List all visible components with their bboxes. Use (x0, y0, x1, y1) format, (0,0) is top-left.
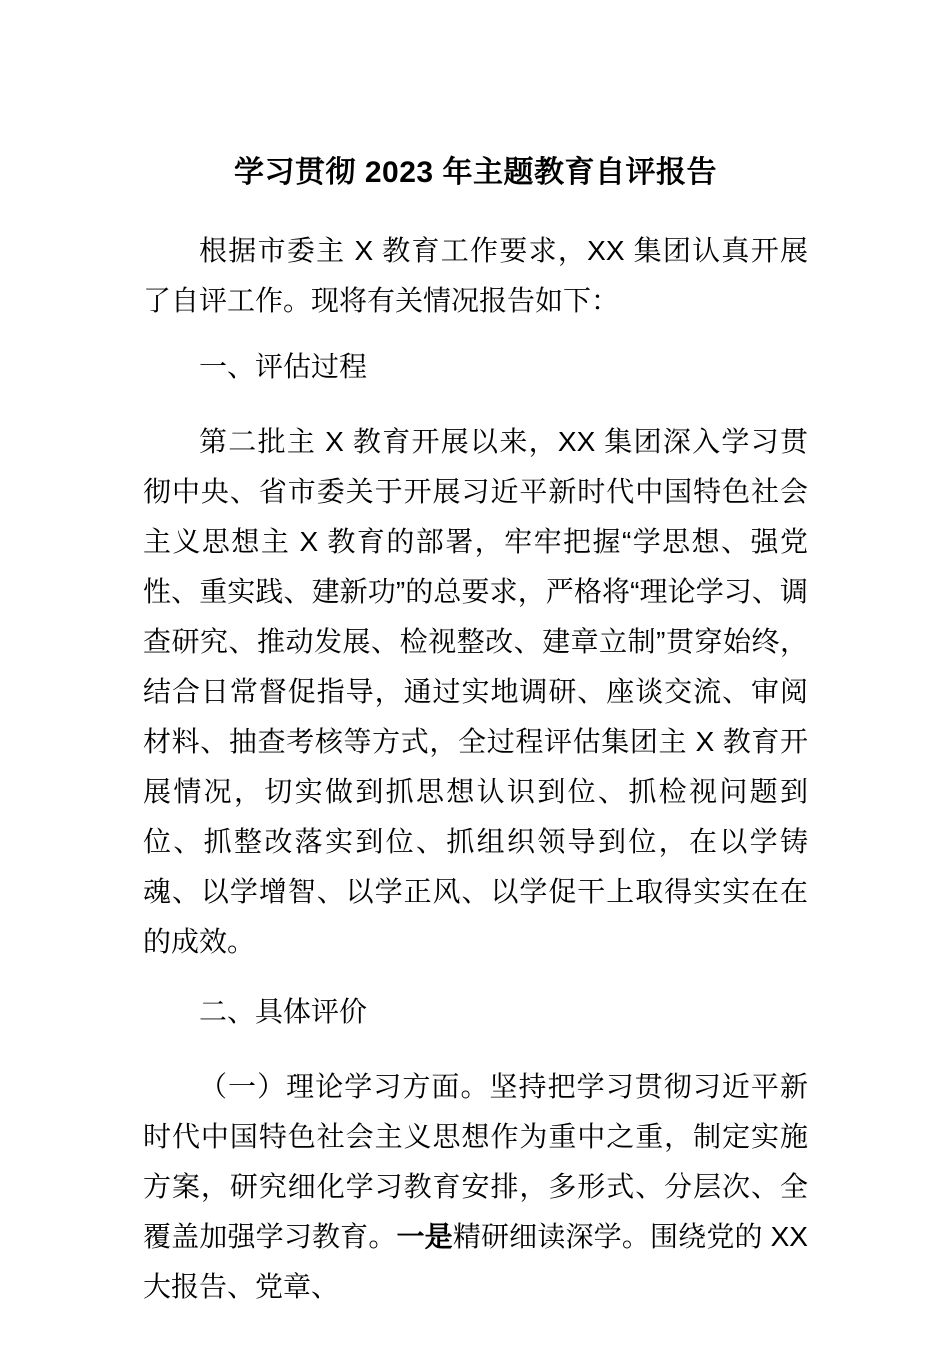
section-2-paragraph (143, 1062, 808, 1312)
section-1-paragraph: 第二批主 X 教育开展以来，XX 集团深入学习贯彻中央、省市委关于开展习近平新时代中国特色社会主义思想主 X 教育的部署，牢牢把握“学思想、强党性、重实践、建新功”的总要求，严格将“理论学习、调查研究、推动发展、检视整改、建章立制”贯穿始终，结合日常督促指导，通过实地调研、座谈交流、审阅材料、抽查考核等方式，全过程评估集团主 X 教育开展情况，切实做到抓思想认识到位、抓检视问题到位、抓整改落实到位、抓组织领导到位，在以学铸魂、以学增智、以学正风、以学促干上取得实实在在的成效。 (143, 426, 808, 957)
section-2-bold-run: 一是 (396, 1221, 453, 1252)
section-2-text-before-bold: （一）理论学习方面。坚持把学习贯彻习近平新时代中国特色社会主义思想作为重中之重，制定实施方案，研究细化学习教育安排，多形式、分层次、全覆盖加强学习教育。 (143, 1071, 808, 1252)
section-2-heading: 二、具体评价 (199, 996, 368, 1027)
section-2-text-after-bold: 精研细读深学。围绕党的 XX 大报告、党章、 (143, 1221, 808, 1302)
intro-paragraph: 根据市委主 X 教育工作要求，XX 集团认真开展了自评工作。现将有关情况报告如下： (143, 235, 808, 316)
section-1-heading: 一、评估过程 (199, 351, 368, 382)
document-title: 学习贯彻 2023 年主题教育自评报告 (234, 156, 717, 189)
